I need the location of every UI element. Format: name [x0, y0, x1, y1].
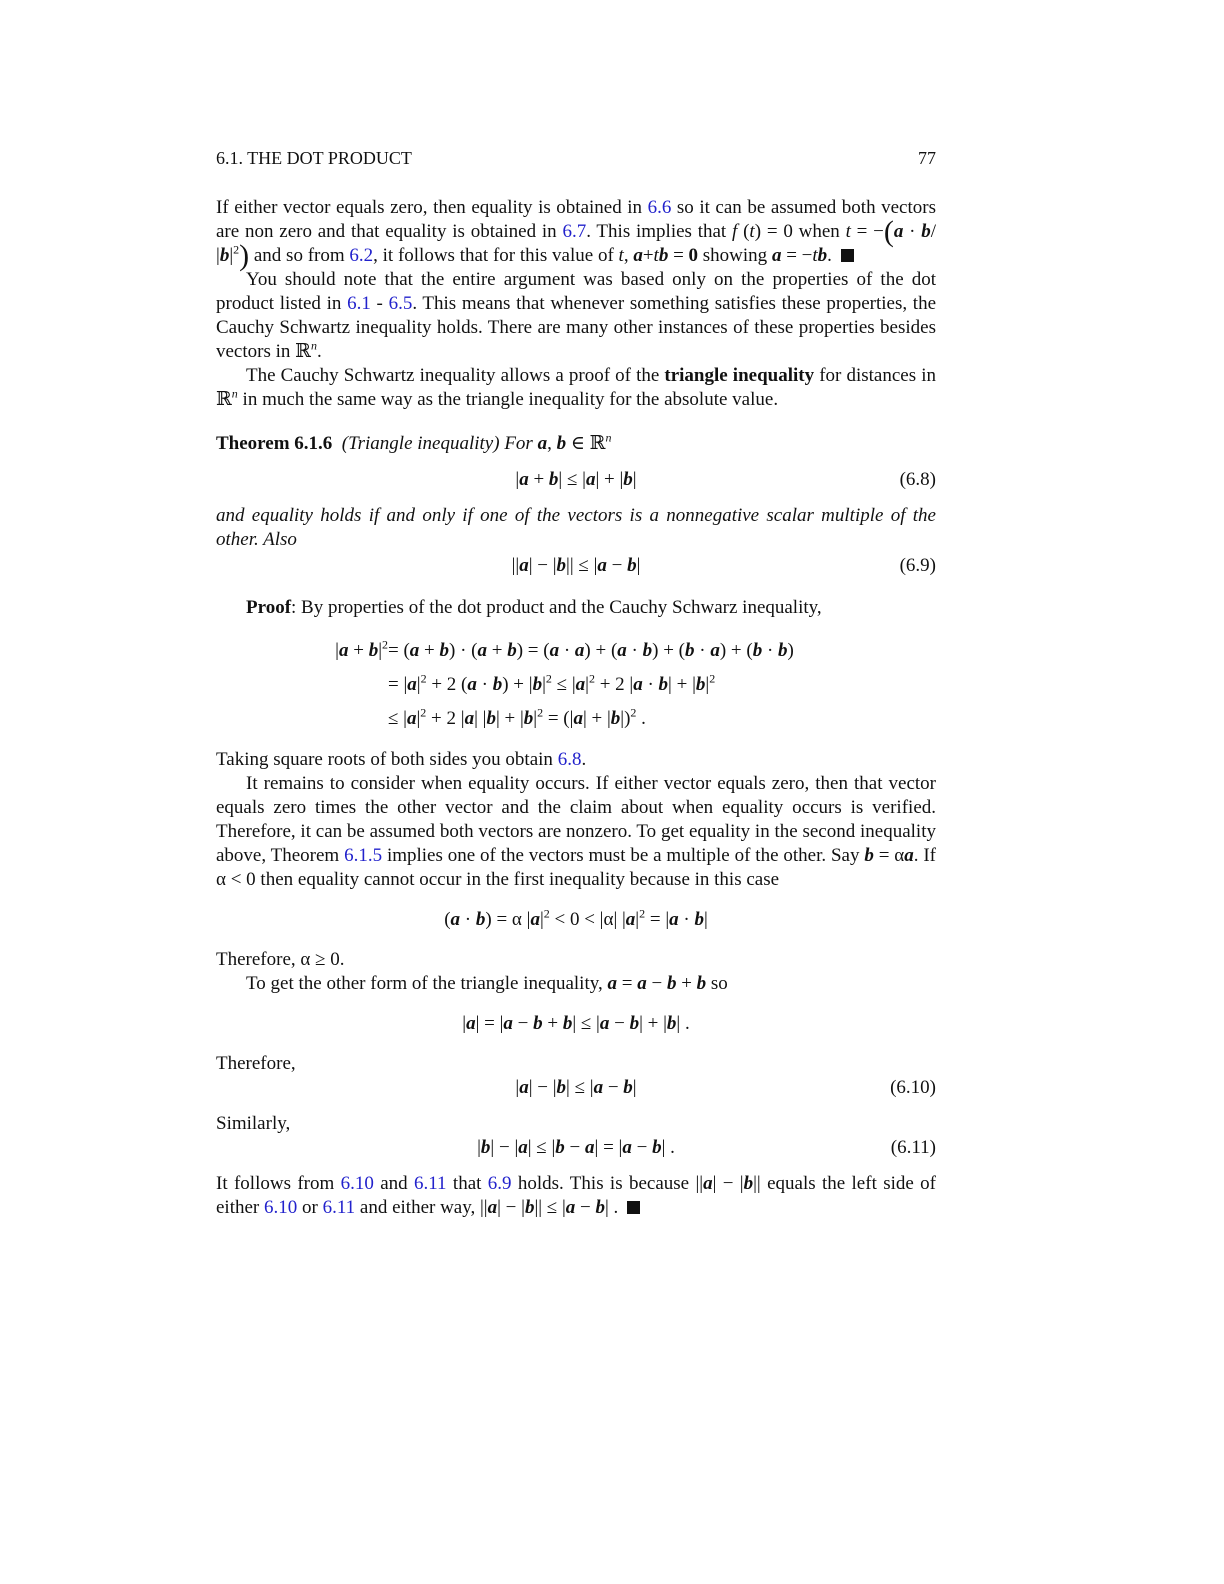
proof-label: Proof: [246, 597, 292, 618]
paragraph: Similarly,: [216, 1113, 291, 1134]
theorem-link-6-1-5[interactable]: 6.1.5: [344, 845, 383, 866]
equation-link-6-10[interactable]: 6.10: [264, 1197, 298, 1218]
paragraph: Therefore,: [216, 1053, 296, 1074]
equation-link-6-5[interactable]: 6.5: [388, 293, 413, 314]
paragraph: It follows from 6.10 and 6.11 that 6.9 holds. This is because ||a| − |b|| equals the left side of either 6.10 or 6.11 and either way, ||a| − |b|| ≤ |a − b| .: [216, 1173, 936, 1218]
equation-link-6-7[interactable]: 6.7: [562, 221, 587, 242]
paragraph: The Cauchy Schwartz inequality allows a proof of the triangle inequality for distances in ℝ$^n$ in much the same way as the triangle inequality for the absolute value.: [216, 365, 936, 410]
equation-6-10: |a| − |b| ≤ |a − b| (6.10): [515, 1077, 936, 1098]
equation-link-6-9[interactable]: 6.9: [487, 1173, 512, 1194]
qed-square-icon: [627, 1201, 640, 1214]
equation-6-11: |b| − |a| ≤ |b − a| = |a − b| . (6.11): [477, 1137, 936, 1158]
equation-link-6-10[interactable]: 6.10: [340, 1173, 374, 1194]
paragraph: You should note that the entire argument was based only on the properties of the dot product listed in 6.1 - 6.5. This means that whenever something satisfies these properties, the Cauchy Schwartz inequality holds. There are many other instances of these properties besides vectors in ℝ$^n$.: [216, 269, 937, 362]
equation-link-6-11[interactable]: 6.11: [322, 1197, 356, 1218]
page-number: 77: [918, 148, 936, 168]
equation-6-9: ||a| − |b|| ≤ |a − b| (6.9): [511, 555, 936, 576]
running-header: [216, 146, 936, 174]
section-title: 6.1. THE DOT PRODUCT: [216, 148, 412, 168]
theorem-block: Theorem 6.1.6 (Triangle inequality) For a, b ∈ ℝ$^n$ |a + b| ≤ |a| + |b| (6.8) and equality holds if and only if one of the vectors is a nonnegative scalar multiple of the other. Also ||a| − |b|| ≤ |a − b| (6.9): [216, 430, 936, 576]
equation-link-6-11[interactable]: 6.11: [414, 1173, 447, 1194]
equation-link-6-8[interactable]: 6.8: [557, 749, 582, 770]
display-equation: (a · b) = α $|a|^2 < 0 < |\alpha|$ $|a|^2 = |a \cdot b|$: [444, 906, 708, 930]
paragraph: Therefore, α ≥ 0.: [216, 949, 345, 970]
qed-square-icon: [841, 249, 854, 262]
paragraph: Taking square roots of both sides you obtain 6.8.: [216, 749, 587, 770]
theorem-title: Theorem 6.1.6: [216, 433, 333, 454]
equation-link-6-2[interactable]: 6.2: [349, 245, 374, 266]
page: [216, 146, 936, 1220]
equation-6-8: |a + b| ≤ |a| + |b| (6.8): [515, 469, 936, 490]
aligned-equations: $|a + b|^2$ = (a + b) · (a + b) = (a · a) + (a · b) + (b · a) + (b · b) = $|a|^2 + 2$ $(a \cdot b) + |b|^2 \le |a|^2 + 2$ $|a \cdot b| + |b|^2$ ≤ $|a|^2 + 2$ |a| $|b| + |b|^2 = (|a| + |b|)^2$ .: [335, 637, 794, 729]
equation-link-6-1[interactable]: 6.1: [347, 293, 371, 314]
paragraph: If either vector equals zero, then equality is obtained in 6.6 so it can be assumed both vectors are non zero and that equality is obtained in 6.7. This implies that f (t) = 0 when t = −(a · b/ $|b|^2$) and so from 6.2, it follows that for this value of t, a+tb = 0 showing a = −tb.: [216, 197, 937, 272]
paragraph: It remains to consider when equality occurs. If either vector equals zero, then that vector equals zero times the other vector and the claim about when equality occurs is verified. Therefore, it can be assumed both vectors are nonzero. To get equality in the second inequality above, Theorem 6.1.5 implies one of the vectors must be a multiple of the other. Say b = αa. If α < 0 then equality cannot occur in the first inequality because in this case: [216, 773, 936, 890]
proof-paragraph: Proof: By properties of the dot product and the Cauchy Schwarz inequality,: [246, 597, 822, 618]
display-equation: |a| = |a − b + b| ≤ |a − b| + |b| .: [462, 1013, 690, 1034]
equation-link-6-6[interactable]: 6.6: [647, 197, 672, 218]
paragraph: To get the other form of the triangle inequality, a = a − b + b so: [246, 973, 728, 994]
